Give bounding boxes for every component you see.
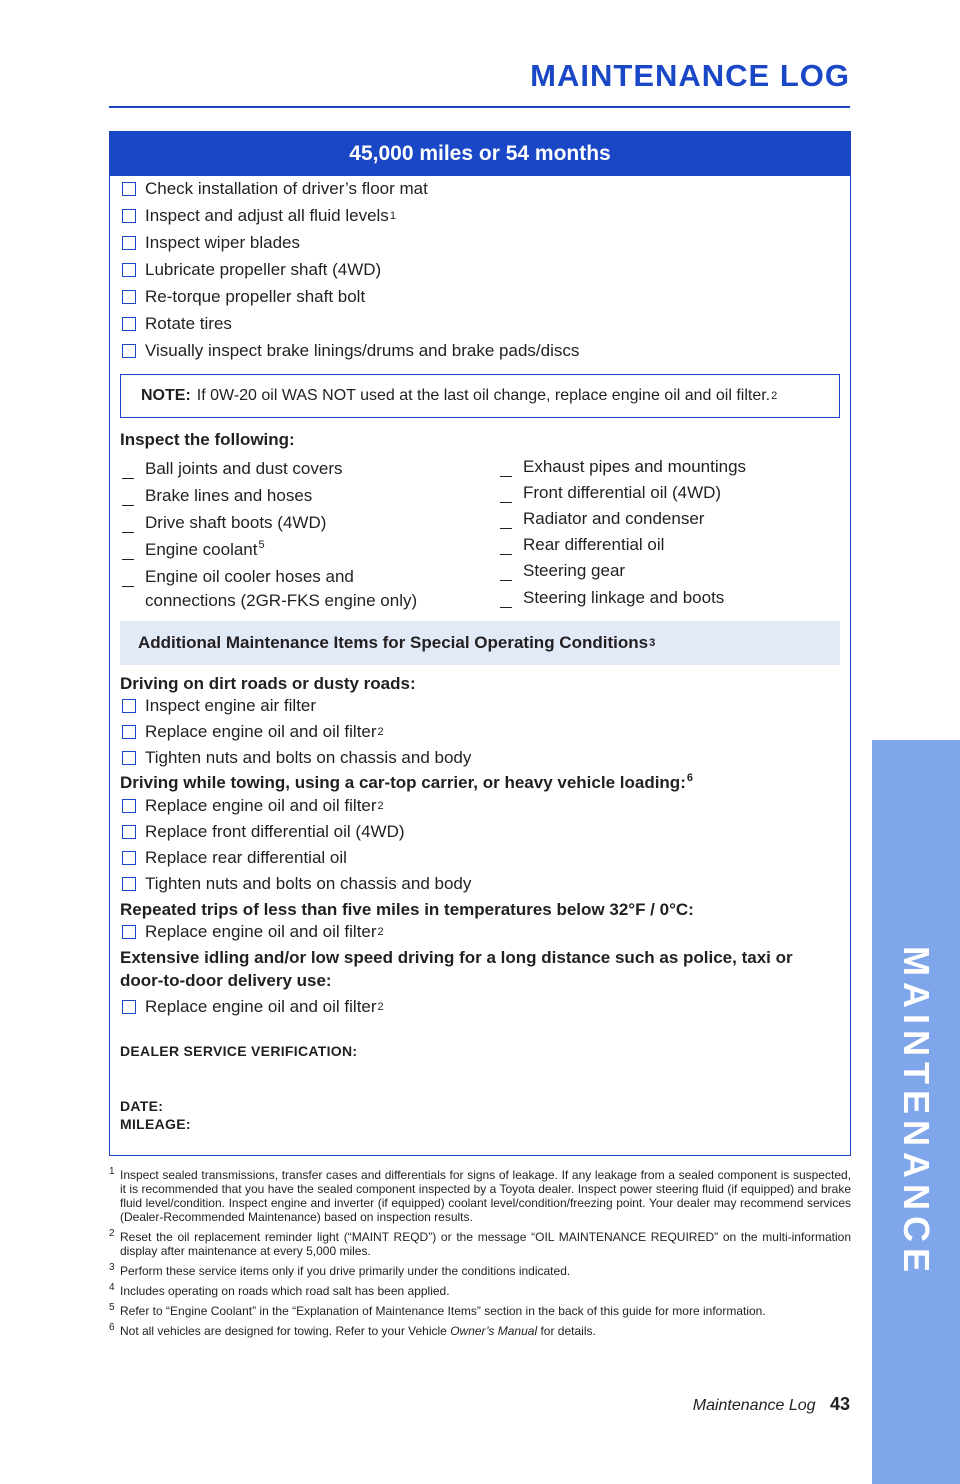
checklist-item: Tighten nuts and bolts on chassis and body <box>122 748 472 768</box>
inspect-heading: Inspect the following: <box>120 430 295 449</box>
checkbox[interactable] <box>122 236 136 250</box>
checkbox[interactable] <box>122 925 136 939</box>
page-title: MAINTENANCE LOG <box>530 58 850 93</box>
footnote: 5 Refer to “Engine Coolant” in the “Explanation of Maintenance Items” section in the back of this guide for more information. <box>109 1302 766 1318</box>
checklist-item: Replace engine oil and oil filter 2 <box>122 922 384 942</box>
footer-section-label: Maintenance Log <box>692 1397 816 1414</box>
inspect-item: Steering gear <box>500 559 625 583</box>
section-tab <box>872 740 960 1484</box>
inspect-item: Exhaust pipes and mountings <box>500 455 746 479</box>
checklist-item: Inspect and adjust all fluid levels 1 <box>122 206 396 226</box>
maintenance-log-box <box>109 131 851 1156</box>
condition-heading-dirt: Driving on dirt roads or dusty roads: <box>120 674 416 693</box>
note-label: NOTE: <box>141 387 191 404</box>
checklist-item <box>122 314 233 334</box>
checklist-item <box>122 233 301 253</box>
inspect-item: Engine oil cooler hoses and connections (2GR-FKS engine only) <box>122 565 417 613</box>
checkbox[interactable] <box>122 825 136 839</box>
inspect-item: Ball joints and dust covers <box>122 457 343 481</box>
checklist-item-label: Visually inspect brake linings/drums and brake pads/discs <box>145 341 580 360</box>
checkbox[interactable] <box>122 209 136 223</box>
checklist-item <box>122 260 382 280</box>
interval-header: 45,000 miles or 54 months <box>110 132 850 176</box>
checklist-item-label: Inspect wiper blades <box>145 233 300 252</box>
note-box: NOTE: If 0W-20 oil WAS NOT used at the last oil change, replace engine oil and oil filter. 2 <box>120 374 840 418</box>
checklist-item: Tighten nuts and bolts on chassis and body <box>122 874 472 894</box>
inspect-item: Steering linkage and boots <box>500 586 724 610</box>
checklist-item: Replace engine oil and oil filter 2 <box>122 722 384 742</box>
condition-heading-idling-cont: door-to-door delivery use: <box>120 971 332 990</box>
additional-items-band: Additional Maintenance Items for Special Operating Conditions 3 <box>120 621 840 665</box>
checkbox[interactable] <box>122 725 136 739</box>
condition-heading-idling: Extensive idling and/or low speed driving for a long distance such as police, taxi or <box>120 948 793 967</box>
checkbox[interactable] <box>122 699 136 713</box>
checklist-item: Replace engine oil and oil filter 2 <box>122 997 384 1017</box>
checkbox[interactable] <box>122 290 136 304</box>
checkbox[interactable] <box>122 263 136 277</box>
checkbox[interactable] <box>122 182 136 196</box>
condition-heading-towing: Driving while towing, using a car-top carrier, or heavy vehicle loading:$^6$ <box>120 772 693 792</box>
inspect-item: Engine coolant$^5$ <box>122 538 265 562</box>
inspect-item: Rear differential oil <box>500 533 664 557</box>
checkbox[interactable] <box>122 317 136 331</box>
note-text: If 0W-20 oil WAS NOT used at the last oil change, replace engine oil and oil filter. <box>196 387 771 404</box>
checkbox[interactable] <box>122 1000 136 1014</box>
section-tab-label: MAINTENANCE <box>896 946 937 1278</box>
footnote: 1 Inspect sealed transmissions, transfer cases and differentials for signs of leakage. If any leakage from a sealed component is suspected, it is recommended that you have the sealed component inspected by a Toyota dealer. Inspect power steering fluid (if equipped) and brake fluid level/condition. Inspect engine and inverter (if equipped) coolant level/condition/freezing point. Your dealer may recommend services (Dealer-Recommended Maintenance) based on inspection results. <box>109 1166 851 1224</box>
checklist-item: Inspect engine air filter <box>122 696 317 716</box>
checklist-item <box>122 341 580 361</box>
checklist-item-label: Inspect and adjust all fluid levels <box>145 206 389 225</box>
page-number: 43 <box>829 1394 850 1414</box>
checklist-item-label: Lubricate propeller shaft (4WD) <box>145 260 382 279</box>
checklist-item: Replace rear differential oil <box>122 848 348 868</box>
checklist-item <box>122 179 429 199</box>
checkbox[interactable] <box>122 799 136 813</box>
checklist-item: Replace front differential oil (4WD) <box>122 822 406 842</box>
checklist-item-label: Re-torque propeller shaft bolt <box>145 287 366 306</box>
inspect-item: Brake lines and hoses <box>122 484 312 508</box>
checklist-item-label: Check installation of driver’s floor mat <box>145 179 428 198</box>
inspect-item: Drive shaft boots (4WD) <box>122 511 326 535</box>
checkbox[interactable] <box>122 751 136 765</box>
checklist-item <box>122 287 366 307</box>
checklist-item-label: Rotate tires <box>145 314 232 333</box>
footnotes <box>109 1168 851 1344</box>
checkbox[interactable] <box>122 851 136 865</box>
footnote: 6 Not all vehicles are designed for towing. Refer to your Vehicle Owner’s Manual for details. <box>109 1322 596 1338</box>
page-footer <box>693 1394 850 1415</box>
checkbox[interactable] <box>122 344 136 358</box>
inspect-item: Front differential oil (4WD) <box>500 481 721 505</box>
footnote: 4 Includes operating on roads which road salt has been applied. <box>109 1282 450 1298</box>
inspect-item: Radiator and condenser <box>500 507 704 531</box>
dealer-verification-label: DEALER SERVICE VERIFICATION: <box>120 1043 358 1059</box>
footnote: 3 Perform these service items only if you drive primarily under the conditions indicated. <box>109 1262 571 1278</box>
footnote: 2 Reset the oil replacement reminder light (“MAINT REQD”) or the message “OIL MAINTENANCE REQUIRED” on the multi-information display after maintenance at every 5,000 miles. <box>109 1228 851 1258</box>
title-divider <box>109 106 850 108</box>
mileage-label: MILEAGE: <box>120 1116 191 1132</box>
checklist-item: Replace engine oil and oil filter 2 <box>122 796 384 816</box>
date-label: DATE: <box>120 1098 164 1114</box>
checkbox[interactable] <box>122 877 136 891</box>
condition-heading-short-trips: Repeated trips of less than five miles in temperatures below 32°F / 0°C: <box>120 900 694 919</box>
